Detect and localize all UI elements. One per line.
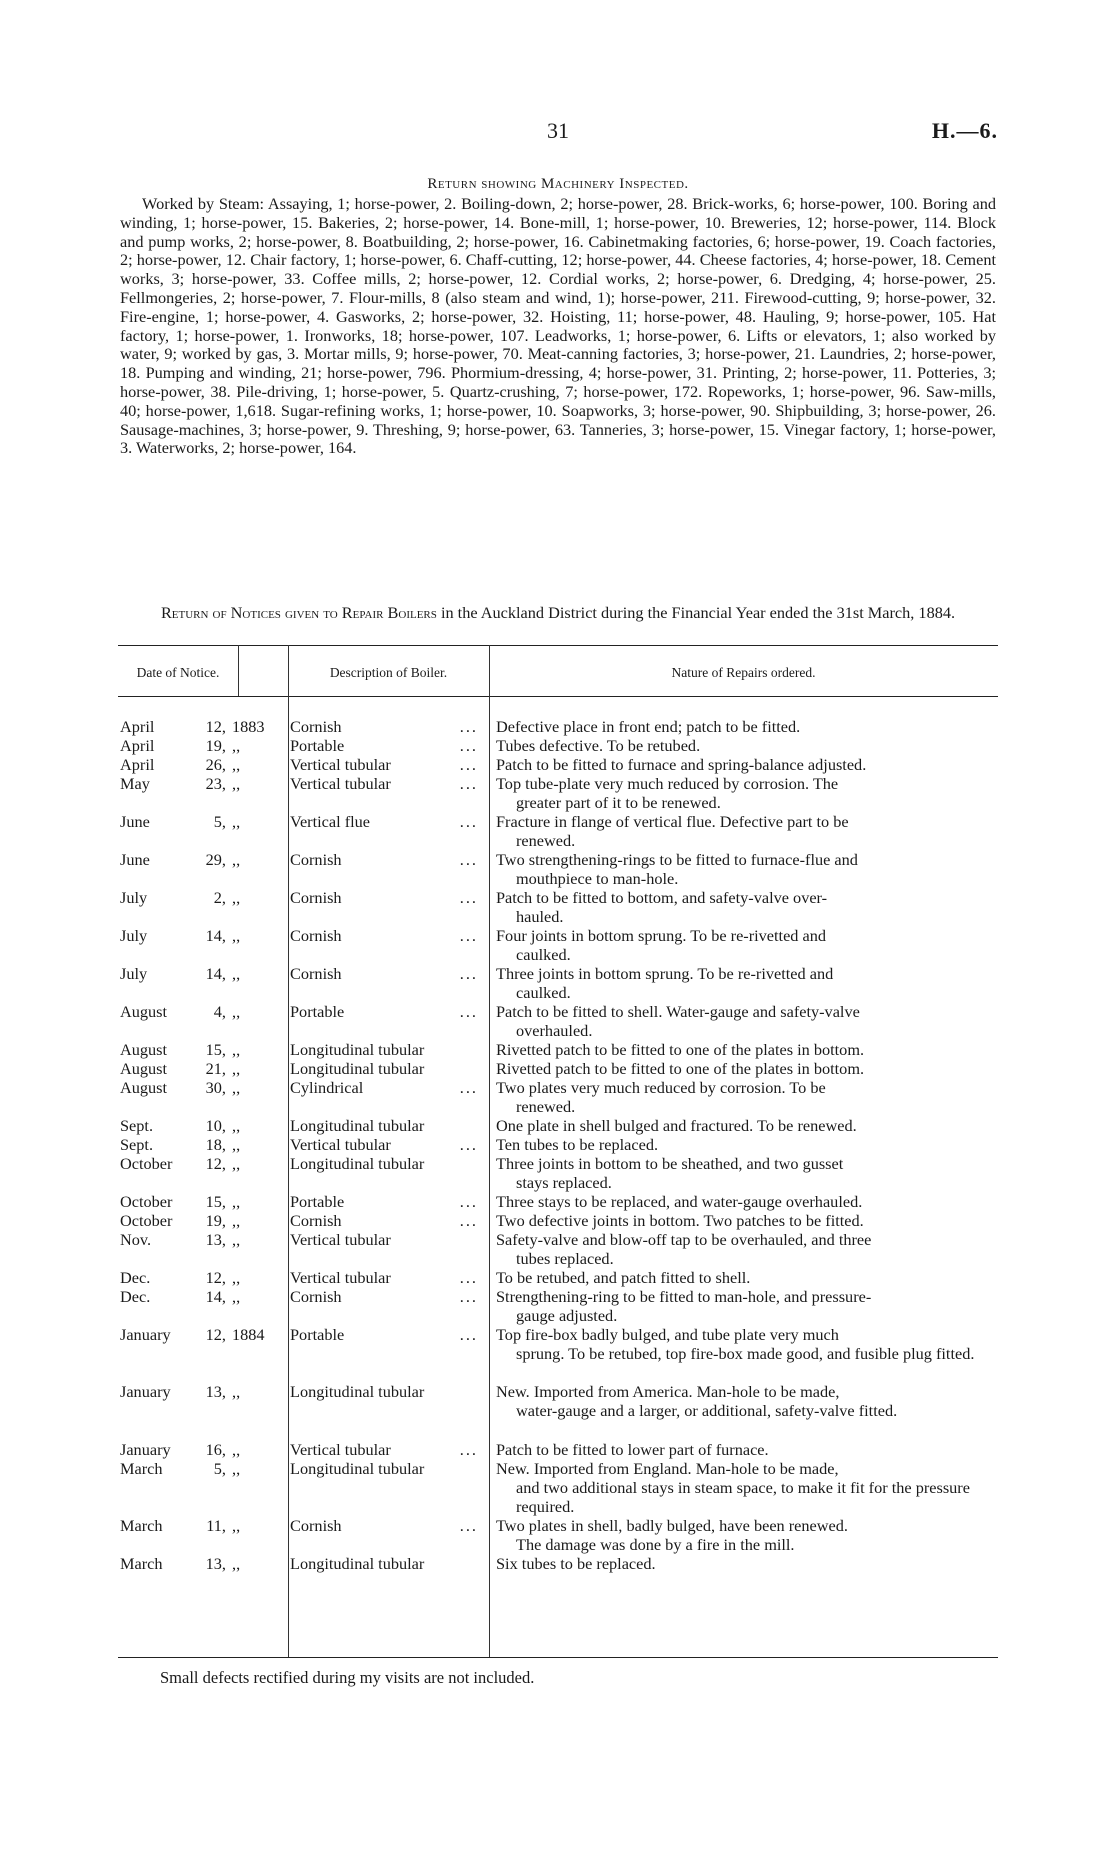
repair-text-continued: hauled. [516, 907, 564, 926]
notice-day: 16, [205, 1440, 226, 1459]
notice-month: April [120, 717, 155, 736]
notice-date [120, 736, 290, 755]
notice-month: Dec. [120, 1287, 151, 1306]
repair-text-continued: overhauled. [516, 1021, 593, 1040]
boiler-type: Vertical tubular [290, 755, 391, 774]
boiler-description [290, 1554, 480, 1573]
repairs-title-rest: in the Auckland District during the Financial Year ended the 31st March, 1884. [436, 603, 956, 622]
notice-date [120, 1268, 290, 1287]
notice-day: 5, [213, 812, 226, 831]
boiler-type: Vertical tubular [290, 774, 391, 793]
footnote: Small defects rectified during my visits are not included. [160, 1668, 535, 1687]
notice-month: October [120, 1192, 173, 1211]
notice-year: ,, [232, 1440, 241, 1459]
notice-year: ,, [232, 774, 241, 793]
machinery-paragraph: Worked by Steam: Assaying, 1; horse-power, 2. Boiling-down, 2; horse-power, 28. Brick-works, 6; horse-power, 100. Boring and winding, 1; horse-power, 15. Bakeries, 2; horse-power, 14. Bone-mill, 1; horse-power, 10. Breweries, 12; horse-power, 114. Block and pump works, 2; horse-power, 8. Boatbuilding, 2; horse-power, 16. Cabinetmaking factories, 6; horse-power, 19. Coach factories, 2; horse-power, 12. Chair factory, 1; horse-power, 6. Chaff-cutting, 12; horse-power, 44. Cheese factories, 4; horse-power, 18. Cement works, 3; horse-power, 33. Coffee mills, 2; horse-power, 12. Cordial works, 2; horse-power, 6. Dredging, 4; horse-power, 25. Fellmongeries, 2; horse-power, 7. Flour-mills, 8 (also steam and wind, 1); horse-power, 211. Firewood-cutting, 9; horse-power, 32. Fire-engine, 1; horse-power, 4. Gasworks, 2; horse-power, 32. Hoisting, 11; horse-power, 48. Hauling, 9; horse-power, 105. Hat factory, 1; horse-power, 1. Ironworks, 18; horse-power, 107. Leadworks, 1; horse-power, 6. Lifts or elevators, 1; also worked by water, 9; worked by gas, 3. Mortar mills, 9; horse-power, 70. Meat-canning factories, 3; horse-power, 21. Laundries, 2; horse-power, 18. Pumping and winding, 21; horse-power, 796. Phormium-dressing, 4; horse-power, 31. Printing, 2; horse-power, 11. Potteries, 3; horse-power, 38. Pile-driving, 1; horse-power, 5. Quartz-crushing, 7; horse-power, 172. Ropeworks, 1; horse-power, 96. Saw-mills, 40; horse-power, 1,618. Sugar-refining works, 1; horse-power, 10. Soapworks, 3; horse-power, 90. Shipbuilding, 3; horse-power, 26. Sausage-machines, 3; horse-power, 9. Threshing, 9; horse-power, 63. Tanneries, 3; horse-power, 15. Vinegar factory, 1; horse-power, 3. Waterworks, 2; horse-power, 164. [120, 194, 996, 458]
repair-text: One plate in shell bulged and fractured. To be renewed. [496, 1116, 857, 1135]
notice-year: ,, [232, 736, 241, 755]
repair-text: Two plates in shell, badly bulged, have been renewed. [496, 1516, 848, 1535]
notice-date [120, 926, 290, 945]
notice-day: 10, [205, 1116, 226, 1135]
notice-month: April [120, 755, 155, 774]
leader-dots: ... [459, 1002, 478, 1021]
boiler-type: Cornish [290, 964, 342, 983]
notice-year: ,, [232, 1002, 241, 1021]
repair-text-continued: sprung. To be retubed, top fire-box made good, and fusible plug fitted. [516, 1344, 975, 1363]
notice-date [120, 1154, 290, 1173]
notice-date [120, 1059, 290, 1078]
repair-nature [496, 1440, 996, 1459]
notice-day: 13, [205, 1382, 226, 1401]
notice-date [120, 1325, 290, 1344]
col-header-date: Date of Notice. [136, 665, 220, 680]
boiler-type: Cornish [290, 1287, 342, 1306]
repair-nature [496, 1554, 996, 1573]
repair-nature [496, 1230, 996, 1268]
repair-text-continued: renewed. [516, 831, 576, 850]
notice-day: 23, [205, 774, 226, 793]
notice-month: October [120, 1154, 173, 1173]
notice-year: ,, [232, 926, 241, 945]
repair-text-continued: stays replaced. [516, 1173, 612, 1192]
notice-month: August [120, 1078, 168, 1097]
notice-day: 5, [213, 1459, 226, 1478]
leader-dots: ... [459, 1440, 478, 1459]
boiler-type: Portable [290, 1192, 345, 1211]
repair-nature [496, 1002, 996, 1040]
repair-text-continued: caulked. [516, 983, 571, 1002]
notice-year: ,, [232, 1382, 241, 1401]
repair-text: Rivetted patch to be fitted to one of the plates in bottom. [496, 1059, 865, 1078]
repair-text: New. Imported from England. Man-hole to be made, [496, 1459, 839, 1478]
repair-nature [496, 1154, 996, 1192]
boiler-type: Cornish [290, 1516, 342, 1535]
notice-month: April [120, 736, 155, 755]
boiler-description [290, 736, 480, 755]
boiler-description [290, 755, 480, 774]
notice-day: 15, [205, 1192, 226, 1211]
repair-text-continued: tubes replaced. [516, 1249, 614, 1268]
repair-text: Three joints in bottom sprung. To be re-rivetted and [496, 964, 834, 983]
boiler-description [290, 1230, 480, 1249]
repair-nature [496, 1135, 996, 1154]
notice-month: Nov. [120, 1230, 152, 1249]
repair-text: Top tube-plate very much reduced by corrosion. The [496, 774, 839, 793]
leader-dots: ... [459, 850, 478, 869]
notice-date [120, 1040, 290, 1059]
repairs-title [120, 603, 996, 622]
notice-year: ,, [232, 812, 241, 831]
table-top-rule [118, 645, 998, 646]
notice-year: ,, [232, 888, 241, 907]
boiler-type: Vertical tubular [290, 1230, 391, 1249]
repair-text: To be retubed, and patch fitted to shell. [496, 1268, 751, 1287]
leader-dots: ... [459, 1192, 478, 1211]
notice-year: ,, [232, 1554, 241, 1573]
notice-day: 12, [205, 1325, 226, 1344]
boiler-description [290, 926, 480, 945]
notice-year: ,, [232, 1078, 241, 1097]
boiler-description [290, 1154, 480, 1173]
repairs-title-prefix: Return of Notices given to Repair Boilers [160, 603, 437, 622]
leader-dots: ... [459, 1211, 478, 1230]
boiler-description [290, 1059, 480, 1078]
notice-year: ,, [232, 1211, 241, 1230]
notice-day: 19, [205, 736, 226, 755]
repair-text: Two strengthening-rings to be fitted to furnace-flue and [496, 850, 858, 869]
repair-nature [496, 736, 996, 755]
leader-dots: ... [459, 888, 478, 907]
notice-year: 1884 [232, 1325, 265, 1344]
table-bottom-rule [118, 1657, 998, 1658]
repair-nature [496, 1459, 996, 1516]
repair-nature [496, 1268, 996, 1287]
notice-date [120, 1230, 290, 1249]
boiler-description [290, 717, 480, 736]
notice-year: ,, [232, 1040, 241, 1059]
leader-dots: ... [459, 1268, 478, 1287]
leader-dots: ... [459, 774, 478, 793]
repair-text-continued: The damage was done by a fire in the mill. [516, 1535, 795, 1554]
boiler-description [290, 1268, 480, 1287]
leader-dots: ... [459, 1325, 478, 1344]
notice-date [120, 1382, 290, 1401]
repair-nature [496, 1516, 996, 1554]
repair-nature [496, 1078, 996, 1116]
notice-year: ,, [232, 1516, 241, 1535]
repair-text: Patch to be fitted to shell. Water-gauge and safety-valve [496, 1002, 860, 1021]
boiler-type: Longitudinal tubular [290, 1116, 425, 1135]
repair-text: Strengthening-ring to be fitted to man-hole, and pressure- [496, 1287, 872, 1306]
col-header-description: Description of Boiler. [329, 665, 448, 680]
notice-month: June [120, 812, 150, 831]
machinery-title: Return showing Machinery Inspected. [427, 176, 689, 192]
repair-nature [496, 1211, 996, 1230]
page-number: 31 [547, 118, 569, 143]
boiler-description [290, 1325, 480, 1344]
repair-text-continued: and two additional stays in steam space, to make it fit for the pressure required. [516, 1478, 970, 1516]
notice-day: 21, [205, 1059, 226, 1078]
repair-nature [496, 1192, 996, 1211]
repair-text-continued: caulked. [516, 945, 571, 964]
notice-date [120, 1516, 290, 1535]
notice-year: ,, [232, 1459, 241, 1478]
boiler-type: Longitudinal tubular [290, 1459, 425, 1478]
boiler-description [290, 1440, 480, 1459]
repair-text: Patch to be fitted to lower part of furnace. [496, 1440, 769, 1459]
leader-dots: ... [459, 926, 478, 945]
boiler-type: Portable [290, 1002, 345, 1021]
notice-day: 14, [205, 926, 226, 945]
repair-nature [496, 1325, 996, 1363]
repair-text: Safety-valve and blow-off tap to be overhauled, and three [496, 1230, 872, 1249]
boiler-description [290, 1116, 480, 1135]
leader-dots: ... [459, 1078, 478, 1097]
notice-date [120, 812, 290, 831]
notice-month: June [120, 850, 150, 869]
notice-date [120, 1459, 290, 1478]
repair-text: Three stays to be replaced, and water-gauge overhauled. [496, 1192, 863, 1211]
boiler-description [290, 888, 480, 907]
notice-date [120, 1116, 290, 1135]
boiler-description [290, 1516, 480, 1535]
boiler-type: Cornish [290, 850, 342, 869]
notice-month: July [120, 926, 148, 945]
notice-day: 29, [205, 850, 226, 869]
notice-date [120, 1287, 290, 1306]
notice-year: ,, [232, 1287, 241, 1306]
repair-nature [496, 926, 996, 964]
table-header-rule [118, 696, 998, 697]
repair-text-continued: gauge adjusted. [516, 1306, 618, 1325]
repair-text: New. Imported from America. Man-hole to be made, [496, 1382, 840, 1401]
boiler-description [290, 812, 480, 831]
notice-month: May [120, 774, 150, 793]
notice-month: July [120, 888, 148, 907]
repair-nature [496, 964, 996, 1002]
repair-text-continued: water-gauge and a larger, or additional, safety-valve fitted. [516, 1401, 898, 1420]
notice-year: 1883 [232, 717, 265, 736]
boiler-description [290, 1135, 480, 1154]
notice-day: 14, [205, 1287, 226, 1306]
repair-nature [496, 1287, 996, 1325]
notice-year: ,, [232, 850, 241, 869]
repair-nature [496, 1116, 996, 1135]
notice-day: 26, [205, 755, 226, 774]
notice-month: July [120, 964, 148, 983]
notice-date [120, 1135, 290, 1154]
notice-date [120, 964, 290, 983]
boiler-type: Cornish [290, 717, 342, 736]
repair-nature [496, 774, 996, 812]
boiler-type: Longitudinal tubular [290, 1382, 425, 1401]
notice-date [120, 1002, 290, 1021]
boiler-type: Portable [290, 1325, 345, 1344]
notice-day: 15, [205, 1040, 226, 1059]
notice-date [120, 1192, 290, 1211]
notice-month: March [120, 1516, 163, 1535]
boiler-type: Cornish [290, 926, 342, 945]
boiler-type: Vertical tubular [290, 1135, 391, 1154]
repair-nature [496, 1059, 996, 1078]
repair-text: Rivetted patch to be fitted to one of the plates in bottom. [496, 1040, 865, 1059]
notice-month: Sept. [120, 1116, 154, 1135]
notice-day: 13, [205, 1230, 226, 1249]
notice-day: 13, [205, 1554, 226, 1573]
boiler-description [290, 774, 480, 793]
notice-date [120, 717, 290, 736]
repair-nature [496, 755, 996, 774]
repair-nature [496, 717, 996, 736]
col-header-nature: Nature of Repairs ordered. [671, 665, 816, 680]
notice-day: 18, [205, 1135, 226, 1154]
notice-date [120, 774, 290, 793]
repair-nature [496, 888, 996, 926]
notice-day: 30, [205, 1078, 226, 1097]
repair-text: Patch to be fitted to bottom, and safety-valve over- [496, 888, 828, 907]
boiler-type: Portable [290, 736, 345, 755]
repair-text: Fracture in flange of vertical flue. Defective part to be [496, 812, 849, 831]
repair-nature [496, 812, 996, 850]
repair-text: Ten tubes to be replaced. [496, 1135, 659, 1154]
notice-month: January [120, 1382, 171, 1401]
notice-month: Dec. [120, 1268, 151, 1287]
repair-nature [496, 1040, 996, 1059]
repair-text: Defective place in front end; patch to be fitted. [496, 717, 801, 736]
notice-year: ,, [232, 755, 241, 774]
repair-text: Patch to be fitted to furnace and spring-balance adjusted. [496, 755, 867, 774]
leader-dots: ... [459, 717, 478, 736]
repair-text-continued: mouthpiece to man-hole. [516, 869, 679, 888]
notice-date [120, 1440, 290, 1459]
notice-day: 14, [205, 964, 226, 983]
leader-dots: ... [459, 736, 478, 755]
boiler-description [290, 1211, 480, 1230]
boiler-description [290, 1287, 480, 1306]
notice-year: ,, [232, 1230, 241, 1249]
leader-dots: ... [459, 755, 478, 774]
boiler-description [290, 1382, 480, 1401]
notice-year: ,, [232, 964, 241, 983]
notice-month: August [120, 1040, 168, 1059]
leader-dots: ... [459, 1287, 478, 1306]
boiler-type: Vertical tubular [290, 1268, 391, 1287]
repair-text: Six tubes to be replaced. [496, 1554, 656, 1573]
repairs-table [118, 645, 998, 1660]
repair-text: Two defective joints in bottom. Two patches to be fitted. [496, 1211, 864, 1230]
notice-day: 4, [213, 1002, 226, 1021]
notice-day: 2, [213, 888, 226, 907]
boiler-type: Longitudinal tubular [290, 1554, 425, 1573]
leader-dots: ... [459, 1135, 478, 1154]
notice-month: January [120, 1325, 171, 1344]
boiler-type: Longitudinal tubular [290, 1154, 425, 1173]
boiler-type: Longitudinal tubular [290, 1040, 425, 1059]
repair-text-continued: renewed. [516, 1097, 576, 1116]
notice-month: August [120, 1002, 168, 1021]
notice-month: August [120, 1059, 168, 1078]
notice-day: 12, [205, 1268, 226, 1287]
page-header [118, 118, 998, 148]
notice-year: ,, [232, 1268, 241, 1287]
repair-text: Four joints in bottom sprung. To be re-rivetted and [496, 926, 827, 945]
notice-date [120, 850, 290, 869]
repair-nature [496, 850, 996, 888]
notice-year: ,, [232, 1135, 241, 1154]
boiler-type: Cornish [290, 1211, 342, 1230]
boiler-description [290, 1459, 480, 1478]
notice-year: ,, [232, 1116, 241, 1135]
notice-month: March [120, 1459, 163, 1478]
notice-year: ,, [232, 1154, 241, 1173]
boiler-type: Cornish [290, 888, 342, 907]
boiler-description [290, 1002, 480, 1021]
boiler-type: Vertical flue [290, 812, 371, 831]
repair-text: Tubes defective. To be retubed. [496, 736, 701, 755]
notice-date [120, 1554, 290, 1573]
boiler-description [290, 1040, 480, 1059]
column-divider-2 [489, 645, 490, 1657]
header-divider-1 [238, 645, 239, 696]
repair-nature [496, 1382, 996, 1420]
notice-month: October [120, 1211, 173, 1230]
notice-date [120, 1078, 290, 1097]
notice-year: ,, [232, 1059, 241, 1078]
boiler-description [290, 964, 480, 983]
boiler-description [290, 850, 480, 869]
notice-month: March [120, 1554, 163, 1573]
repair-text: Three joints in bottom to be sheathed, and two gusset [496, 1154, 844, 1173]
notice-date [120, 1211, 290, 1230]
notice-year: ,, [232, 1192, 241, 1211]
notice-day: 12, [205, 1154, 226, 1173]
notice-day: 11, [206, 1516, 226, 1535]
boiler-type: Cylindrical [290, 1078, 364, 1097]
notice-date [120, 755, 290, 774]
notice-day: 12, [205, 717, 226, 736]
notice-day: 19, [205, 1211, 226, 1230]
notice-date [120, 888, 290, 907]
leader-dots: ... [459, 812, 478, 831]
page-reference: H.—6. [931, 118, 998, 143]
repair-text-continued: greater part of it to be renewed. [516, 793, 721, 812]
boiler-description [290, 1192, 480, 1211]
leader-dots: ... [459, 964, 478, 983]
boiler-type: Vertical tubular [290, 1440, 391, 1459]
notice-month: January [120, 1440, 171, 1459]
leader-dots: ... [459, 1516, 478, 1535]
boiler-type: Longitudinal tubular [290, 1059, 425, 1078]
repair-text: Top fire-box badly bulged, and tube plate very much [496, 1325, 839, 1344]
boiler-description [290, 1078, 480, 1097]
repair-text: Two plates very much reduced by corrosion. To be [496, 1078, 826, 1097]
notice-month: Sept. [120, 1135, 154, 1154]
